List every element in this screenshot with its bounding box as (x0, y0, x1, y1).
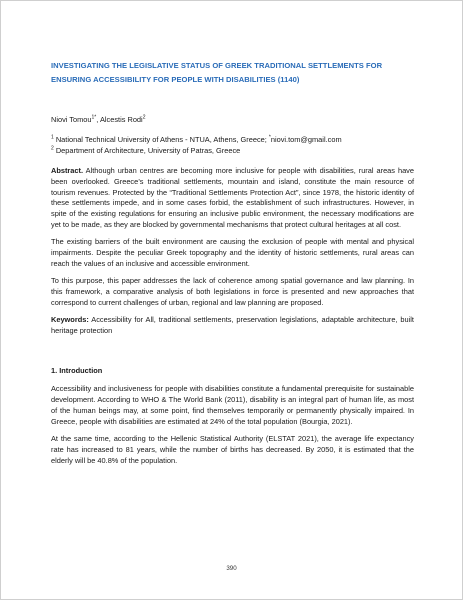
keywords-paragraph (51, 315, 414, 337)
page-content (51, 59, 414, 467)
abstract-text-1: Although urban centres are becoming more inclusive for people with disabilities, rural areas have been overlooked. Greece’s traditional settlements, mountain and island, constitute the main resource of tourism revenues. Protected by the “Traditional Settlements Protection Act”, since 1978, the historic identity of these settlements impede, and in some cases forbid, the establishment of such infrastructures. However, in spite of the existing regulations for ensuring an inclusive public environment, the necessary modifications are yet to be made, as they are blocked by governmental mechanisms that protect cultural heritages at all cost. (51, 165, 414, 230)
affiliation-2-mark: 2 (51, 145, 54, 152)
abstract-label: Abstract. (51, 165, 84, 175)
author-name-2: Alcestis Rodi (99, 115, 143, 124)
corresponding-email[interactable]: niovi.tom@gmail.com (270, 134, 342, 144)
introduction-paragraph-2: At the same time, according to the Hellenic Statistical Authority (ELSTAT 2021), the average life expectancy rate has increased to 81 years, while the number of births has decreased. By 2050, it is estimated that the elderly will be 40.8% of the population. (51, 433, 414, 465)
keywords-text: Accessibility for All, traditional settlements, preservation legislations, adaptable architecture, built heritage protection (51, 314, 414, 335)
page-number: 390 (226, 565, 237, 572)
introduction-paragraph-1: Accessibility and inclusiveness for people with disabilities constitute a fundamental prerequisite for sustainable development. According to WHO & The World Bank (2011), disability is an integral part of human life, as most of the human beings may, at some point, find themselves temporarily or permanently physically impaired. In Greece, people with disabilities are estimated at 24% of the total population (Bourgia, 2021). (51, 384, 414, 427)
affiliation-2-text: Department of Architecture, University of Patras, Greece (53, 145, 241, 155)
author-separator: , (96, 115, 100, 124)
author-name-1: Niovi Tomou (51, 115, 92, 124)
affiliation-2 (51, 146, 414, 157)
author-1-affiliation-mark: 1* (91, 114, 97, 121)
abstract-paragraph-3: To this purpose, this paper addresses the lack of coherence among spatial governance and law planning. In this framework, a comparative analysis of both legislations in force is presented and new approaches that correspond to current challenges of urban, regional and law planning are proposed. (51, 275, 414, 307)
section-heading-introduction: 1. Introduction (51, 366, 103, 376)
paper-title: INVESTIGATING THE LEGISLATIVE STATUS OF GREEK TRADITIONAL SETTLEMENTS FOR ENSURING ACCESSIBILITY FOR PEOPLE WITH DISABILITIES (1140) (51, 61, 383, 84)
abstract-paragraph-2: The existing barriers of the built environment are causing the exclusion of people with mental and physical impairments. Despite the peculiar Greek topography and the identity of historic settlements, rural areas can reach the values of an inclusive and accessible environment. (51, 237, 414, 268)
author-line (51, 115, 414, 126)
affiliation-1-mark: 1 (51, 134, 54, 141)
affiliation-1 (51, 135, 414, 146)
author-2-affiliation-mark: 2 (142, 114, 146, 121)
keywords-label: Keywords: (51, 314, 89, 324)
abstract-paragraph-1 (51, 166, 414, 231)
affiliation-1-text: National Technical University of Athens - NTUA, Athens, Greece; (53, 134, 269, 144)
corresponding-author-mark: * (268, 134, 271, 141)
